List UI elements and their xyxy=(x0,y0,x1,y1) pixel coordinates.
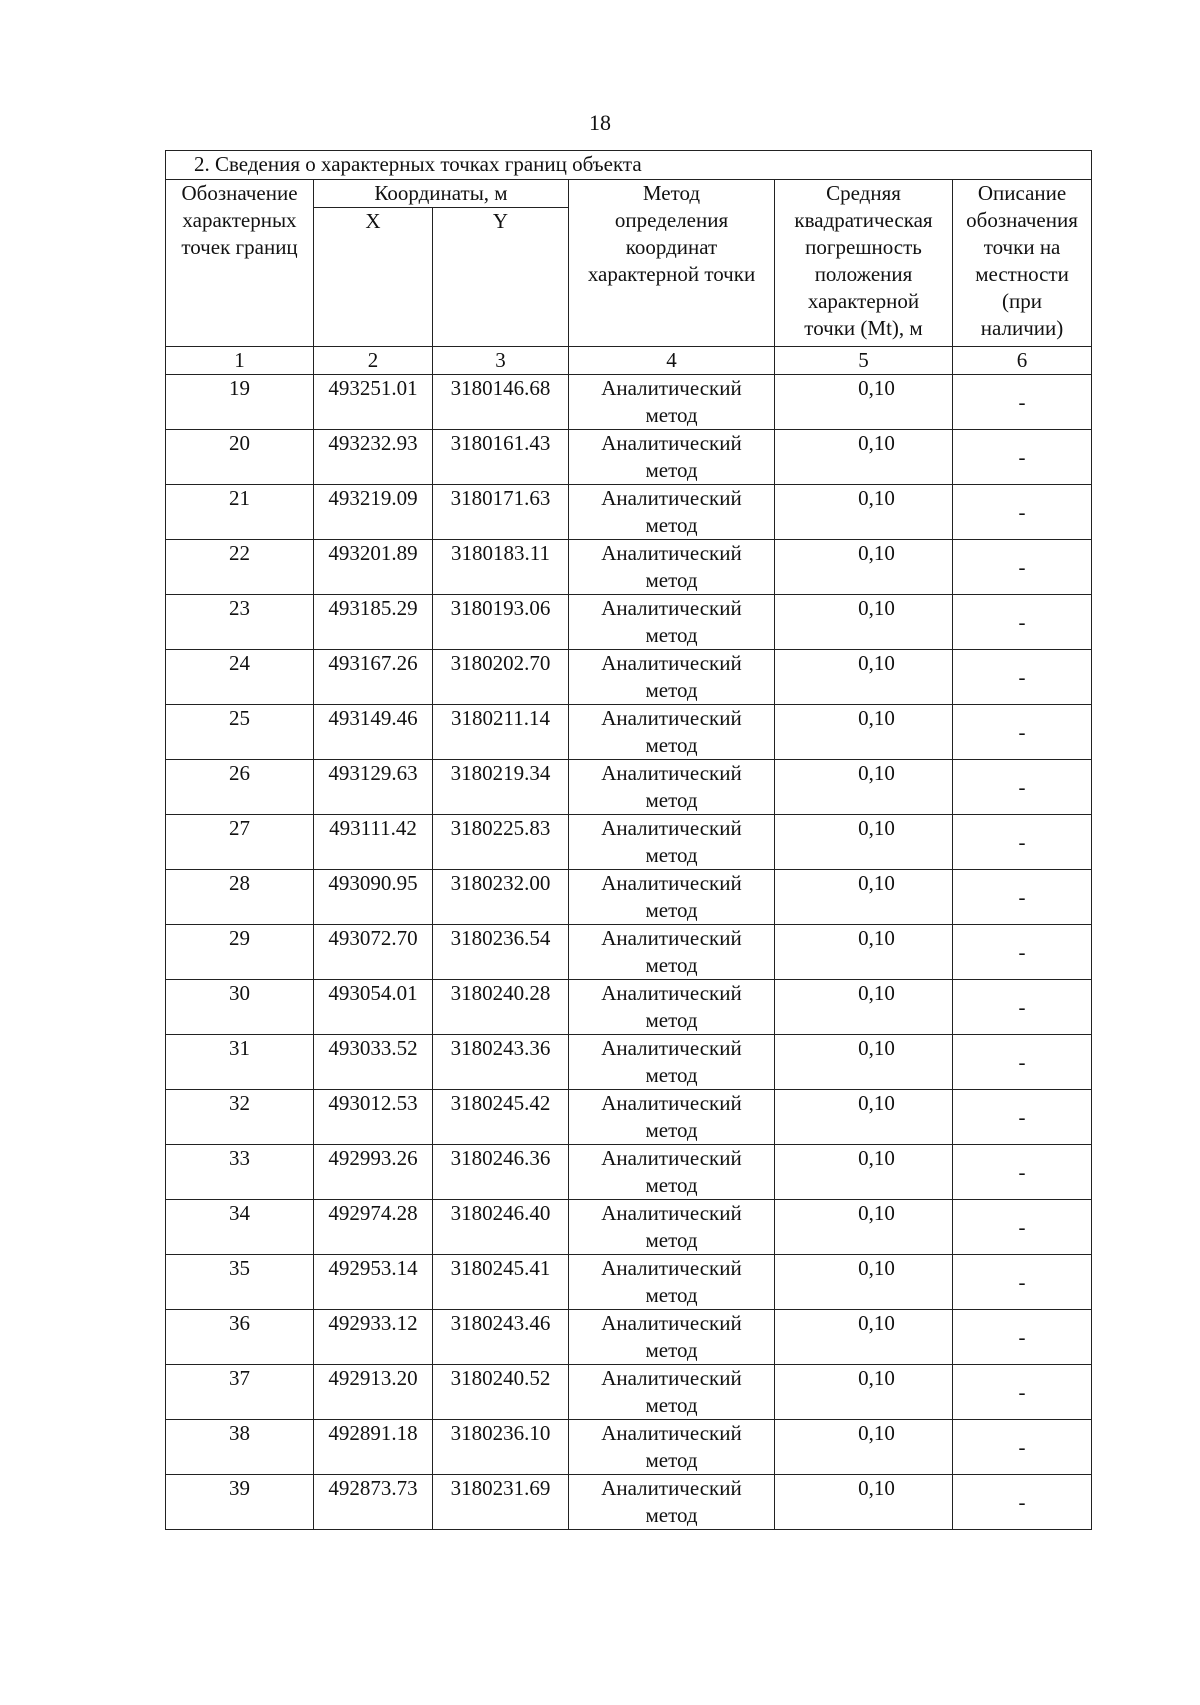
method-line: Аналитический xyxy=(601,926,742,950)
coord-y: 3180243.36 xyxy=(433,1035,569,1090)
point-id: 26 xyxy=(166,760,314,815)
coord-x: 493090.95 xyxy=(314,870,433,925)
accuracy-value: 0,10 xyxy=(775,1365,953,1420)
coord-x: 492953.14 xyxy=(314,1255,433,1310)
method-line: метод xyxy=(645,403,698,427)
table-row xyxy=(166,1255,1092,1310)
description-value: - xyxy=(953,1035,1092,1090)
point-id: 25 xyxy=(166,705,314,760)
coord-y: 3180232.00 xyxy=(433,870,569,925)
coord-y: 3180236.54 xyxy=(433,925,569,980)
header-line: характерной точки xyxy=(587,262,756,286)
coord-x: 493149.46 xyxy=(314,705,433,760)
method-cell xyxy=(569,1475,775,1530)
method-line: метод xyxy=(645,458,698,482)
point-id: 34 xyxy=(166,1200,314,1255)
coord-x: 493033.52 xyxy=(314,1035,433,1090)
method-line: Аналитический xyxy=(601,596,742,620)
point-id: 24 xyxy=(166,650,314,705)
method-line: Аналитический xyxy=(601,486,742,510)
method-line: метод xyxy=(645,1448,698,1472)
accuracy-value: 0,10 xyxy=(775,705,953,760)
coord-y: 3180193.06 xyxy=(433,595,569,650)
header-y: Y xyxy=(433,208,569,347)
coord-x: 493072.70 xyxy=(314,925,433,980)
method-line: метод xyxy=(645,513,698,537)
table-row xyxy=(166,870,1092,925)
header-line: координат xyxy=(625,235,718,259)
method-line: метод xyxy=(645,733,698,757)
coord-x: 493012.53 xyxy=(314,1090,433,1145)
coord-y: 3180146.68 xyxy=(433,375,569,430)
header-line: точки на xyxy=(983,235,1061,259)
coord-x: 493054.01 xyxy=(314,980,433,1035)
header-description xyxy=(953,180,1092,347)
header-line: Метод xyxy=(642,181,701,205)
column-number: 6 xyxy=(953,347,1092,375)
point-id: 28 xyxy=(166,870,314,925)
coord-x: 493129.63 xyxy=(314,760,433,815)
coord-x: 493232.93 xyxy=(314,430,433,485)
table-row xyxy=(166,815,1092,870)
coord-y: 3180219.34 xyxy=(433,760,569,815)
header-line: наличии) xyxy=(980,316,1064,340)
table-caption-row xyxy=(166,151,1092,180)
method-line: метод xyxy=(645,1118,698,1142)
column-number: 2 xyxy=(314,347,433,375)
method-cell xyxy=(569,1145,775,1200)
accuracy-value: 0,10 xyxy=(775,870,953,925)
method-line: метод xyxy=(645,1283,698,1307)
method-line: метод xyxy=(645,623,698,647)
table-caption: 2. Сведения о характерных точках границ объекта xyxy=(166,151,1092,180)
coord-y: 3180231.69 xyxy=(433,1475,569,1530)
coord-y: 3180245.41 xyxy=(433,1255,569,1310)
method-line: метод xyxy=(645,1063,698,1087)
table-row xyxy=(166,980,1092,1035)
description-value: - xyxy=(953,485,1092,540)
method-line: Аналитический xyxy=(601,431,742,455)
method-line: Аналитический xyxy=(601,1256,742,1280)
method-cell xyxy=(569,1365,775,1420)
description-value: - xyxy=(953,760,1092,815)
coord-x: 492993.26 xyxy=(314,1145,433,1200)
method-line: Аналитический xyxy=(601,1201,742,1225)
column-number: 1 xyxy=(166,347,314,375)
method-cell xyxy=(569,430,775,485)
method-cell xyxy=(569,1200,775,1255)
coord-x: 492913.20 xyxy=(314,1365,433,1420)
method-cell xyxy=(569,760,775,815)
table-row xyxy=(166,485,1092,540)
method-cell xyxy=(569,485,775,540)
table-row xyxy=(166,1420,1092,1475)
description-value: - xyxy=(953,1090,1092,1145)
method-line: Аналитический xyxy=(601,1421,742,1445)
description-value: - xyxy=(953,870,1092,925)
point-id: 32 xyxy=(166,1090,314,1145)
header-line: точки (Mt), м xyxy=(804,316,923,340)
header-row-1 xyxy=(166,180,1092,208)
point-id: 39 xyxy=(166,1475,314,1530)
method-line: метод xyxy=(645,1393,698,1417)
coord-y: 3180246.36 xyxy=(433,1145,569,1200)
method-line: Аналитический xyxy=(601,1146,742,1170)
method-cell xyxy=(569,705,775,760)
table-row xyxy=(166,1475,1092,1530)
table-row xyxy=(166,925,1092,980)
description-value: - xyxy=(953,540,1092,595)
method-line: метод xyxy=(645,1503,698,1527)
coord-y: 3180161.43 xyxy=(433,430,569,485)
description-value: - xyxy=(953,1310,1092,1365)
coord-y: 3180183.11 xyxy=(433,540,569,595)
method-line: Аналитический xyxy=(601,1366,742,1390)
accuracy-value: 0,10 xyxy=(775,650,953,705)
method-line: метод xyxy=(645,678,698,702)
accuracy-value: 0,10 xyxy=(775,595,953,650)
header-line: местности xyxy=(975,262,1069,286)
point-id: 33 xyxy=(166,1145,314,1200)
header-method xyxy=(569,180,775,347)
method-cell xyxy=(569,595,775,650)
coord-x: 493167.26 xyxy=(314,650,433,705)
table-row xyxy=(166,650,1092,705)
table-row xyxy=(166,705,1092,760)
table-row xyxy=(166,430,1092,485)
coord-x: 493201.89 xyxy=(314,540,433,595)
header-line: квадратическая xyxy=(794,208,933,232)
point-id: 36 xyxy=(166,1310,314,1365)
accuracy-value: 0,10 xyxy=(775,540,953,595)
method-cell xyxy=(569,650,775,705)
header-accuracy xyxy=(775,180,953,347)
method-line: метод xyxy=(645,898,698,922)
point-id: 19 xyxy=(166,375,314,430)
point-id: 22 xyxy=(166,540,314,595)
accuracy-value: 0,10 xyxy=(775,1145,953,1200)
coord-x: 493185.29 xyxy=(314,595,433,650)
coord-x: 493251.01 xyxy=(314,375,433,430)
accuracy-value: 0,10 xyxy=(775,1310,953,1365)
boundary-points-table xyxy=(165,150,1092,1530)
table-row xyxy=(166,760,1092,815)
description-value: - xyxy=(953,1475,1092,1530)
method-line: метод xyxy=(645,1173,698,1197)
column-number-row xyxy=(166,347,1092,375)
coord-y: 3180243.46 xyxy=(433,1310,569,1365)
column-number: 4 xyxy=(569,347,775,375)
table-row xyxy=(166,1200,1092,1255)
header-line: точек границ xyxy=(181,235,298,259)
table-row xyxy=(166,1090,1092,1145)
coord-x: 493111.42 xyxy=(314,815,433,870)
point-id: 30 xyxy=(166,980,314,1035)
accuracy-value: 0,10 xyxy=(775,1420,953,1475)
table-row xyxy=(166,540,1092,595)
description-value: - xyxy=(953,1255,1092,1310)
method-line: Аналитический xyxy=(601,376,742,400)
table-row xyxy=(166,595,1092,650)
point-id: 29 xyxy=(166,925,314,980)
coord-x: 492891.18 xyxy=(314,1420,433,1475)
coord-x: 493219.09 xyxy=(314,485,433,540)
column-number: 5 xyxy=(775,347,953,375)
point-id: 23 xyxy=(166,595,314,650)
method-line: Аналитический xyxy=(601,706,742,730)
description-value: - xyxy=(953,1200,1092,1255)
accuracy-value: 0,10 xyxy=(775,375,953,430)
method-line: Аналитический xyxy=(601,981,742,1005)
coord-y: 3180171.63 xyxy=(433,485,569,540)
method-line: метод xyxy=(645,1008,698,1032)
method-cell xyxy=(569,1255,775,1310)
method-line: Аналитический xyxy=(601,871,742,895)
table-row xyxy=(166,1035,1092,1090)
description-value: - xyxy=(953,595,1092,650)
coord-x: 492873.73 xyxy=(314,1475,433,1530)
accuracy-value: 0,10 xyxy=(775,485,953,540)
description-value: - xyxy=(953,705,1092,760)
header-line: характерной xyxy=(807,289,920,313)
description-value: - xyxy=(953,375,1092,430)
method-cell xyxy=(569,925,775,980)
accuracy-value: 0,10 xyxy=(775,1090,953,1145)
header-line: Средняя xyxy=(826,181,901,205)
description-value: - xyxy=(953,1365,1092,1420)
header-line: положения xyxy=(814,262,913,286)
coord-y: 3180240.52 xyxy=(433,1365,569,1420)
method-line: метод xyxy=(645,788,698,812)
coord-x: 492974.28 xyxy=(314,1200,433,1255)
header-line: обозначения xyxy=(966,208,1078,232)
header-x: X xyxy=(314,208,433,347)
point-id: 20 xyxy=(166,430,314,485)
accuracy-value: 0,10 xyxy=(775,815,953,870)
method-line: Аналитический xyxy=(601,761,742,785)
table-row xyxy=(166,1365,1092,1420)
coord-y: 3180245.42 xyxy=(433,1090,569,1145)
method-cell xyxy=(569,540,775,595)
coord-y: 3180246.40 xyxy=(433,1200,569,1255)
method-cell xyxy=(569,815,775,870)
header-line: характерных xyxy=(182,208,297,232)
method-cell xyxy=(569,980,775,1035)
header-line: погрешность xyxy=(805,235,922,259)
coord-y: 3180236.10 xyxy=(433,1420,569,1475)
accuracy-value: 0,10 xyxy=(775,760,953,815)
coord-y: 3180240.28 xyxy=(433,980,569,1035)
method-line: метод xyxy=(645,843,698,867)
method-line: метод xyxy=(645,953,698,977)
coord-x: 492933.12 xyxy=(314,1310,433,1365)
accuracy-value: 0,10 xyxy=(775,1035,953,1090)
method-line: Аналитический xyxy=(601,816,742,840)
accuracy-value: 0,10 xyxy=(775,1200,953,1255)
description-value: - xyxy=(953,815,1092,870)
description-value: - xyxy=(953,925,1092,980)
method-cell xyxy=(569,1090,775,1145)
method-cell xyxy=(569,375,775,430)
description-value: - xyxy=(953,1420,1092,1475)
point-id: 27 xyxy=(166,815,314,870)
description-value: - xyxy=(953,1145,1092,1200)
header-designation xyxy=(166,180,314,347)
method-line: Аналитический xyxy=(601,541,742,565)
accuracy-value: 0,10 xyxy=(775,925,953,980)
table-row xyxy=(166,1145,1092,1200)
method-line: метод xyxy=(645,568,698,592)
header-line: Описание xyxy=(977,181,1067,205)
table-row xyxy=(166,1310,1092,1365)
method-cell xyxy=(569,1035,775,1090)
method-line: Аналитический xyxy=(601,1476,742,1500)
point-id: 35 xyxy=(166,1255,314,1310)
method-line: Аналитический xyxy=(601,651,742,675)
coord-y: 3180202.70 xyxy=(433,650,569,705)
method-cell xyxy=(569,1420,775,1475)
point-id: 37 xyxy=(166,1365,314,1420)
accuracy-value: 0,10 xyxy=(775,1475,953,1530)
point-id: 21 xyxy=(166,485,314,540)
coord-y: 3180225.83 xyxy=(433,815,569,870)
page-number: 18 xyxy=(589,110,611,135)
method-cell xyxy=(569,870,775,925)
coord-y: 3180211.14 xyxy=(433,705,569,760)
accuracy-value: 0,10 xyxy=(775,1255,953,1310)
description-value: - xyxy=(953,980,1092,1035)
column-number: 3 xyxy=(433,347,569,375)
method-line: Аналитический xyxy=(601,1311,742,1335)
description-value: - xyxy=(953,650,1092,705)
method-line: Аналитический xyxy=(601,1091,742,1115)
method-line: метод xyxy=(645,1228,698,1252)
accuracy-value: 0,10 xyxy=(775,980,953,1035)
method-line: метод xyxy=(645,1338,698,1362)
accuracy-value: 0,10 xyxy=(775,430,953,485)
method-line: Аналитический xyxy=(601,1036,742,1060)
point-id: 38 xyxy=(166,1420,314,1475)
table-row xyxy=(166,375,1092,430)
header-line: Обозначение xyxy=(181,181,298,205)
header-line: определения xyxy=(614,208,729,232)
point-id: 31 xyxy=(166,1035,314,1090)
description-value: - xyxy=(953,430,1092,485)
header-line: (при xyxy=(1002,289,1043,313)
header-coordinates: Координаты, м xyxy=(314,180,569,208)
method-cell xyxy=(569,1310,775,1365)
